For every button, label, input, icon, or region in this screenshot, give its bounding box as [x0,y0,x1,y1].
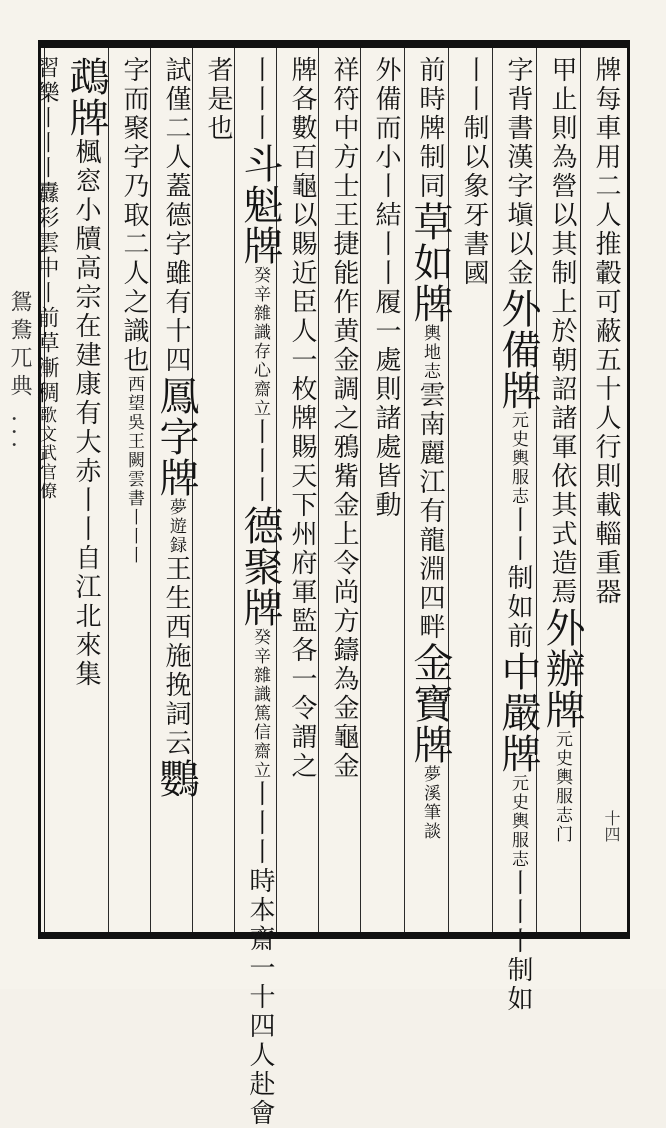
column-text: 試僅二人蓋德字雖有十四 [161,56,191,375]
text-column-6 [364,56,408,928]
column-text-2: 丨丨丨 [245,418,275,505]
citation-note: 癸辛雜識存心齋立 [250,266,270,418]
column-text: 牌每車用二人推轂可蔽五十人行則載輜重器 [591,56,621,607]
column-text-2: 丨前草漸稠 [34,281,59,406]
citation-note-2: 歌文武官僚 [36,406,56,501]
citation-note: 西望吳王闕雲書丨丨丨 [124,375,144,565]
heading-term-2: 金寶牌 [407,642,453,765]
column-text: 牌各數百龜以賜近臣人一枚牌賜天下州府軍監各一令謂之 [287,56,317,781]
citation-note: 輿地志 [420,324,440,381]
heading-term: 斗魁牌 [237,143,283,266]
citation-note-2: 夢溪筆談 [420,765,440,841]
column-text: 前時牌制同 [415,56,445,201]
citation-note: 元史輿服志门 [552,730,572,844]
column-text: 丨丨丨 [245,56,275,143]
page-number: 十四 [602,810,621,842]
text-column-14 [63,56,109,928]
heading-term-2: 德聚牌 [237,505,283,628]
column-text: 祥符中方士王捷能作黄金調之鴉觜金上令尚方鑄為金龜金 [329,56,359,781]
heading-term: 鳳字牌 [153,375,199,498]
frame-bottom-border [38,932,628,939]
column-text: 習樂丨丨丨纛彩雲中 [34,56,59,281]
citation-note: 元史輿服志 [508,411,528,506]
text-column-7 [322,56,366,928]
citation-note: 夢遊録 [166,498,186,555]
column-text: 楓窓小牘高宗在建康有大赤丨丨自江北來集 [71,138,101,689]
text-column-3 [495,56,541,1014]
column-text-2: 丨結丨丨履一處則諸處皆動 [371,172,401,520]
column-text-3: 丨丨丨制如 [503,869,533,1014]
text-column-16 [34,56,68,928]
column-text: 丨丨制以象牙書國 [459,56,489,288]
text-column-11 [154,56,198,928]
heading-term: 草如牌 [407,201,453,324]
column-text: 字而聚字乃取二人之識也 [119,56,149,375]
text-column-10 [196,56,240,928]
column-text: 甲止則為營以其制上於朝詔諸軍依其式造焉 [547,56,577,607]
heading-term: 鵡牌 [63,56,109,138]
text-column-5 [408,56,452,928]
text-column-2 [540,56,584,928]
heading-term: 外辦牌 [539,607,585,730]
column-text: 者是也 [203,56,233,143]
gutter-label: 鴛鴦兀典 ... [7,290,32,454]
column-text: 字背書漢字塡以金 [503,56,533,288]
heading-term-2: 中嚴牌 [495,651,541,774]
text-column-4 [452,56,496,928]
heading-term-2: 鸚 [153,758,199,799]
text-column-8 [280,56,324,928]
text-column-9 [237,56,283,1128]
text-column-1 [584,56,628,928]
citation-note-2: 癸辛雜識篤信齋立 [250,628,270,780]
column-text: 外備而小 [371,56,401,172]
citation-note-2: 元史輿服志 [508,774,528,869]
frame-top-border [38,40,628,48]
column-text-2: 王生西施挽詞云 [161,555,191,758]
column-text-2: 雲南麗江有龍淵四畔 [415,381,445,642]
text-column-12 [112,56,156,928]
column-text-3: 丨丨丨時本齋一十四人赴會 [245,780,275,1128]
heading-term: 外備牌 [495,288,541,411]
column-text-2: 丨丨制如前 [503,506,533,651]
